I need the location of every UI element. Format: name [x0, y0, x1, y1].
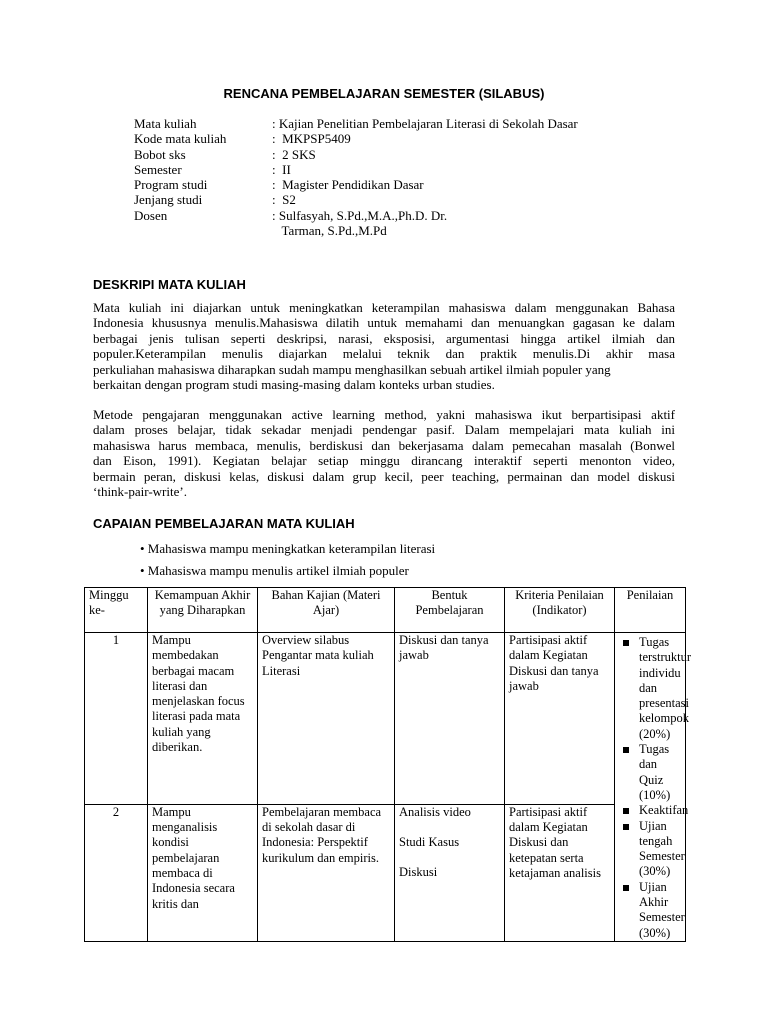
column-header: Bentuk Pembelajaran [395, 588, 505, 633]
table-row [85, 804, 686, 941]
column-header: Minggu ke- [85, 588, 148, 633]
text-line: mahasiswa harus membaca, menulis, berdiskusi dan bekerjasama dalam pemecahan masalah (Bonwel [93, 437, 675, 453]
section-heading-capaian: CAPAIAN PEMBELAJARAN MATA KULIAH [93, 516, 355, 531]
text-line: ‘think-pair-write’. [93, 484, 187, 500]
text-line: bermain peran, diskusi kelas, diskusi dalam grup kecil, peer teaching, permainan dan model diskusi [93, 468, 675, 484]
assessment-criteria: Partisipasi aktif dalam Kegiatan Diskusi dan ketepatan serta ketajaman analisis [505, 804, 615, 941]
learning-outcome-item: • Mahasiswa mampu meningkatkan keterampilan literasi [140, 541, 436, 556]
text-line: Mata kuliah ini diajarkan untuk meningkatkan keterampilan mahasiswa dalam menggunakan Bahasa [93, 300, 675, 315]
info-row [134, 208, 578, 223]
learning-form-item: Diskusi [399, 865, 438, 880]
assessment-item: Tugas terstruktur individu dan presentasi kelompok (20%) [639, 635, 692, 741]
week-number: 2 [85, 804, 148, 941]
info-row [134, 147, 578, 162]
text-line: populer.Keterampilan menulis diajarkan melalui teknik dan praktik menulis.Di akhir masa [93, 346, 675, 362]
info-label: Semester [134, 161, 182, 177]
info-value: : II [272, 161, 291, 177]
study-material: Overview silabus Pengantar mata kuliah Literasi [258, 633, 395, 805]
learning-form-item: Studi Kasus [399, 835, 460, 850]
info-row [134, 223, 578, 238]
info-row [134, 162, 578, 177]
description-paragraph-2 [93, 407, 675, 499]
text-line: Metode pengajaran menggunakan active learning method, yakni mahasiswa ikut berpartisipasi aktif [93, 407, 675, 422]
learning-form-item: Analisis video [399, 804, 471, 819]
column-header: Bahan Kajian (Materi Ajar) [258, 588, 395, 633]
info-row [134, 177, 578, 192]
expected-ability: Mampu membedakan berbagai macam literasi dan menjelaskan focus literasi pada mata kuliah yang diberikan. [148, 633, 258, 805]
expected-ability: Mampu menganalisis kondisi pembelajaran membaca di Indonesia secara kritis dan [148, 804, 258, 941]
info-label: Mata kuliah [134, 116, 197, 131]
info-label: Dosen [134, 207, 168, 223]
syllabus-table [84, 587, 692, 942]
assessment-item: Ujian tengah Semester (30%) [639, 818, 685, 879]
section-heading-deskripsi: DESKRIPI MATA KULIAH [93, 277, 246, 292]
info-row [134, 116, 578, 131]
text-line: berkaitan dengan program studi masing-masing dalam konteks urban studies. [93, 377, 495, 393]
assessment-item: Tugas dan Quiz (10%) [639, 742, 683, 803]
week-number: 1 [85, 633, 148, 805]
learning-form-item: Diskusi dan tanya jawab [399, 633, 489, 663]
text-line: Indonesia khususnya menulis.Mahasiswa dilatih untuk memahami dan menuangkan gagasan ke dalam [93, 315, 675, 331]
assessment-criteria: Partisipasi aktif dalam Kegiatan Diskusi dan tanya jawab [505, 633, 615, 805]
learning-outcome-item: • Mahasiswa mampu menulis artikel ilmiah populer [140, 563, 409, 578]
info-label: Bobot sks [134, 146, 186, 162]
info-value: Tarman, S.Pd.,M.Pd [272, 223, 387, 239]
table-header-row [85, 588, 686, 633]
info-row [134, 131, 578, 146]
text-line: perkuliahan mahasiswa diharapkan sudah mampu menghasilkan sebuah artikel ilmiah populer yang [93, 361, 611, 377]
info-label: Program studi [134, 177, 208, 193]
assessment-cell [615, 633, 692, 942]
course-info [134, 116, 578, 238]
info-label [134, 223, 272, 238]
assessment-list [617, 635, 692, 941]
column-header: Kriteria Penilaian (Indikator) [505, 588, 615, 633]
description-paragraph-1 [93, 300, 675, 392]
info-value: : 2 SKS [272, 146, 316, 162]
assessment-item: Ujian Akhir Semester (30%) [639, 879, 685, 940]
info-label: Jenjang studi [134, 192, 203, 208]
info-value: : S2 [272, 192, 296, 208]
info-value: : Magister Pendidikan Dasar [272, 177, 424, 193]
learning-form [395, 633, 505, 805]
text-line: dan Eison, 1991). Kegiatan belajar setiap minggu dirancang interaktif seperti menonton video, [93, 453, 675, 469]
info-label: Kode mata kuliah [134, 131, 227, 147]
table-row [85, 633, 686, 805]
page-title: RENCANA PEMBELAJARAN SEMESTER (SILABUS) [223, 86, 545, 101]
info-row [134, 192, 578, 207]
learning-form [395, 804, 505, 941]
info-value: : MKPSP5409 [272, 131, 351, 147]
info-value: : Sulfasyah, S.Pd.,M.A.,Ph.D. Dr. [272, 207, 448, 223]
text-line: berbagai jenis tulisan seperti deskripsi, narasi, eksposisi, argumentasi hingga artikel ilmiah dan [93, 330, 675, 346]
info-value: : Kajian Penelitian Pembelajaran Literasi di Sekolah Dasar [272, 116, 578, 131]
text-line: dalam proses belajar, tidak sekadar menjadi pendengar pasif. Dalam mempelajari mata kuliah ini [93, 422, 675, 438]
assessment-item: Keaktifan [639, 803, 689, 818]
column-header: Penilaian [615, 588, 686, 633]
column-header: Kemampuan Akhir yang Diharapkan [148, 588, 258, 633]
study-material: Pembelajaran membaca di sekolah dasar di Indonesia: Perspektif kurikulum dan empiris. [258, 804, 395, 941]
